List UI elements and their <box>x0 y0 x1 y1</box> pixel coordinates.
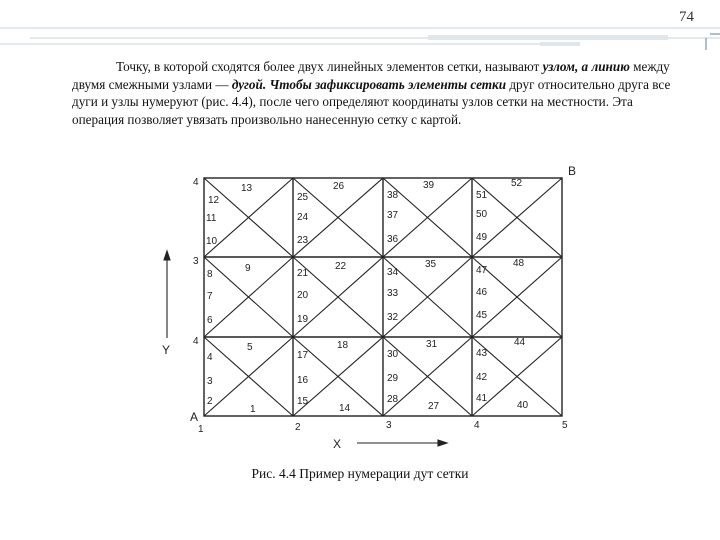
arc-label: 4 <box>207 352 213 363</box>
arc-label: 17 <box>297 350 309 361</box>
arc-label: 40 <box>517 400 529 411</box>
arc-label: 27 <box>428 401 440 412</box>
grid-labels <box>162 164 576 451</box>
y-node-label: 4 <box>193 177 199 188</box>
arc-label: 12 <box>208 195 220 206</box>
arc-label: 19 <box>297 314 309 325</box>
x-node-label: 4 <box>474 420 480 431</box>
arc-label: 44 <box>514 337 526 348</box>
x-node-label: 2 <box>295 422 301 433</box>
arc-label: 1 <box>250 404 256 415</box>
arc-label: 16 <box>297 375 309 386</box>
arc-label: 48 <box>513 258 525 269</box>
arc-label: 46 <box>476 287 488 298</box>
arc-label: 29 <box>387 373 399 384</box>
arc-label: 43 <box>476 348 488 359</box>
x-node-label: 3 <box>386 420 392 431</box>
arc-label: 42 <box>476 372 488 383</box>
arc-label: 25 <box>297 192 309 203</box>
arc-label: 7 <box>207 291 213 302</box>
arc-label: 50 <box>476 209 488 220</box>
arc-label: 45 <box>476 310 488 321</box>
arc-label: 2 <box>207 396 213 407</box>
arc-label: 33 <box>387 288 399 299</box>
arc-label: 37 <box>387 210 399 221</box>
x-node-label: 1 <box>198 424 204 435</box>
axis-y-label: Y <box>162 343 171 357</box>
y-node-label: 4 <box>193 336 199 347</box>
page-number: 74 <box>679 9 694 25</box>
arc-label: 3 <box>207 376 213 387</box>
arc-label: 36 <box>387 234 399 245</box>
arc-label: 32 <box>387 312 399 323</box>
arc-label: 11 <box>206 213 217 224</box>
y-node-label: 3 <box>193 256 199 267</box>
paragraph-text: друг относительно друга все дуги и узлы нумеруют (рис. 4.4), после чего определяют координаты узлов сетки на местности. Эта операция позволяет увязать произвольно нанесенную сетку с картой. <box>72 76 671 127</box>
arc-label: 51 <box>476 190 488 201</box>
arc-label: 47 <box>476 265 488 276</box>
x-node-label: 5 <box>562 420 568 431</box>
arc-label: 30 <box>387 349 399 360</box>
arc-label: 14 <box>339 403 351 414</box>
arc-label: 13 <box>241 183 253 194</box>
arc-label: 8 <box>207 269 213 280</box>
arc-label: 38 <box>387 190 399 201</box>
arc-label: 10 <box>206 236 218 247</box>
arc-label: 21 <box>297 268 309 279</box>
arc-label: 28 <box>387 394 399 405</box>
arc-label: 22 <box>335 261 347 272</box>
arc-label: 6 <box>207 315 213 326</box>
arc-label: 52 <box>511 178 523 189</box>
arc-label: 39 <box>423 180 435 191</box>
axis-x-label: X <box>333 437 342 451</box>
term-node-arc: узлом, а линию <box>542 59 630 74</box>
paragraph-text: Точку, в которой сходятся более двух линейных элементов сетки, называют <box>116 59 543 74</box>
arc-label: 35 <box>425 259 437 270</box>
arc-label: 41 <box>476 393 488 404</box>
arc-label: 9 <box>245 263 251 274</box>
paragraph-text: между двумя смежными узлами — <box>72 59 670 92</box>
arc-label: 34 <box>387 267 399 278</box>
term-arc-elements: дугой. Чтобы зафиксировать элементы сетки <box>231 76 507 92</box>
arc-label: 24 <box>297 212 309 223</box>
arc-label: 26 <box>333 181 345 192</box>
arc-label: 18 <box>337 340 349 351</box>
arc-label: 15 <box>297 396 309 407</box>
arc-label: 31 <box>426 339 438 350</box>
figure-caption: Рис. 4.4 Пример нумерации дут сетки <box>251 466 469 481</box>
arc-label: 23 <box>297 235 309 246</box>
arc-label: 49 <box>476 232 488 243</box>
arc-label: 5 <box>247 342 253 353</box>
corner-b-label: B <box>568 164 577 178</box>
grid-lines <box>204 178 562 416</box>
arc-label: 20 <box>297 290 309 301</box>
corner-a-label: A <box>190 410 199 424</box>
